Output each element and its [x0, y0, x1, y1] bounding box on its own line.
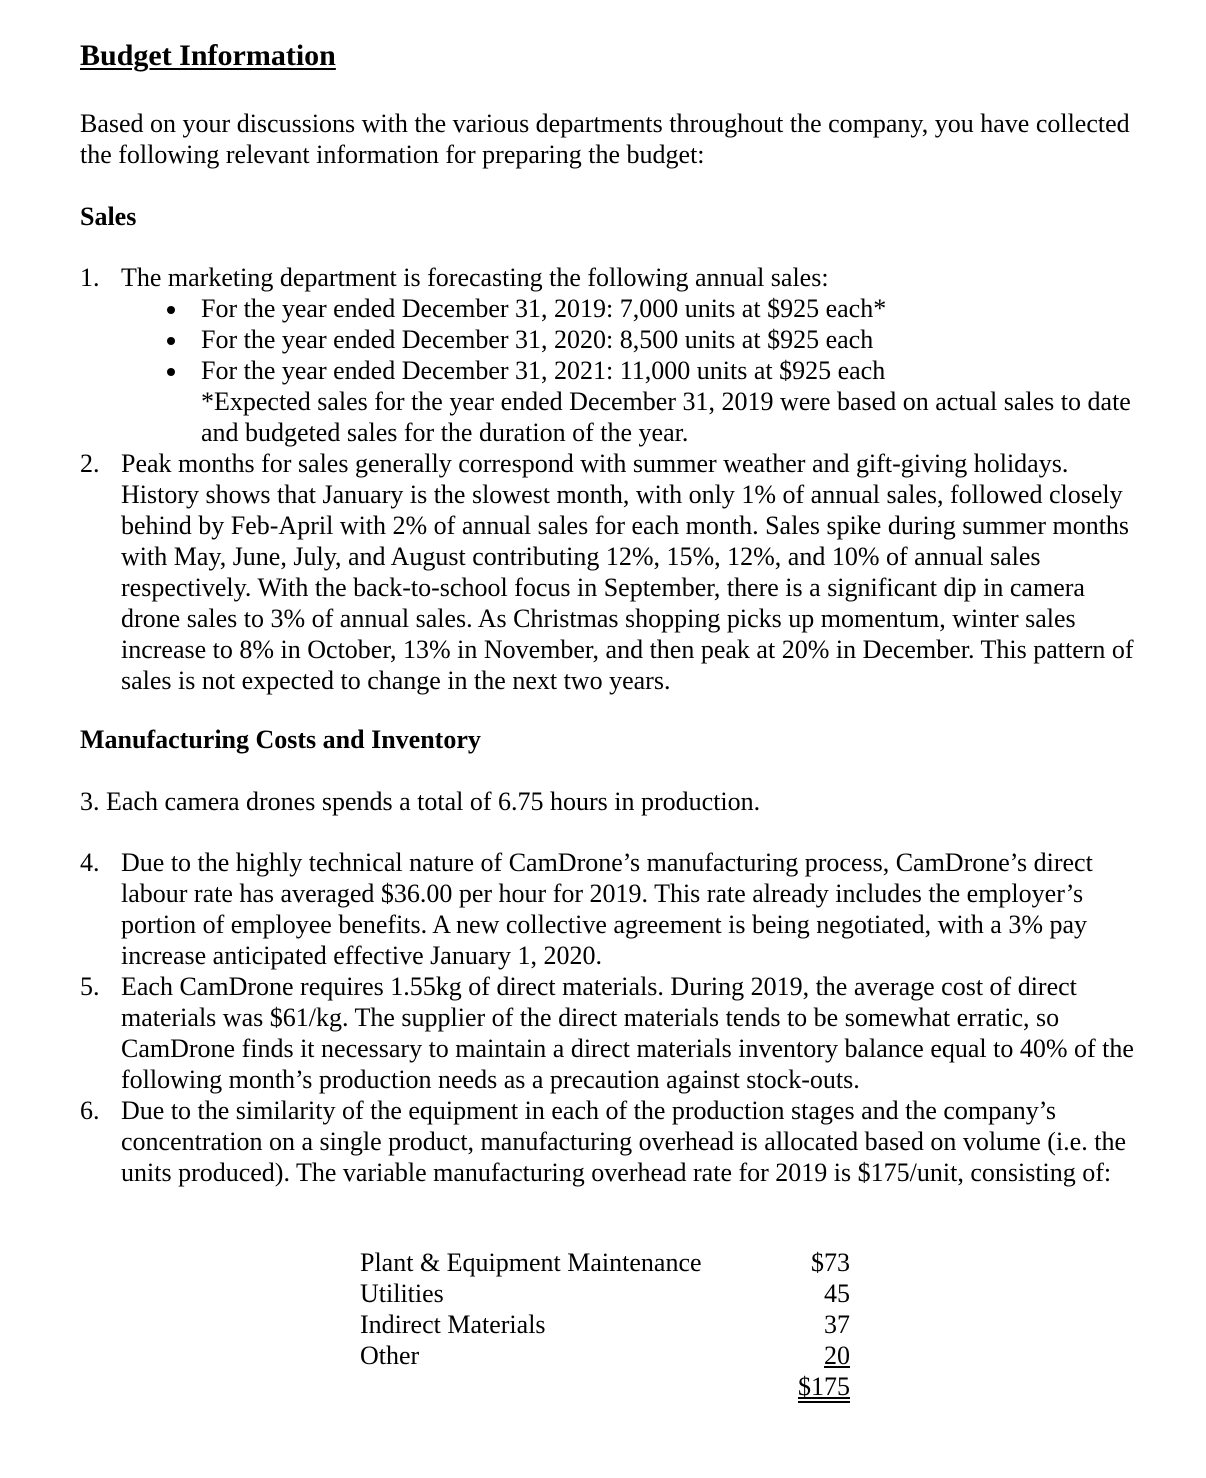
cost-value: $73 [811, 1248, 850, 1277]
cost-value: 37 [824, 1310, 850, 1339]
page-title: Budget Information [80, 39, 336, 72]
sales-heading: Sales [80, 202, 137, 231]
intro-paragraph: Based on your discussions with the various departments throughout the company, you have collected the following relevant information for preparing the budget: [80, 109, 1130, 169]
item-text: Due to the similarity of the equipment in each of the production stages and the company’s concentration on a single product, manufacturing overhead is allocated based on volume (i.e. the units produced). The variable manufacturing overhead rate for 2019 is $175/unit, consisting of: [121, 1096, 1126, 1187]
bullet-text: For the year ended December 31, 2019: 7,000 units at $925 each* [201, 294, 887, 323]
item-text: Peak months for sales generally correspond with summer weather and gift-giving holidays. History shows that January is the slowest month, with only 1% of annual sales, followed closely behind by Feb-April with 2% of annual sales for each month. Sales spike during summer months with May, June, July, and August contributing 12%, 15%, 12%, and 10% of annual sales respectively. With the back-to-school focus in September, there is a significant dip in camera drone sales to 3% of annual sales. As Christmas shopping picks up momentum, winter sales increase to 8% in October, 13% in November, and then peak at 20% in December. This pattern of sales is not expected to change in the next two years. [121, 449, 1134, 695]
cost-label: Indirect Materials [360, 1310, 546, 1339]
item-number: 4. [80, 848, 100, 877]
cost-value: 20 [824, 1341, 850, 1370]
table-row [360, 1247, 850, 1278]
item-number: 5. [80, 972, 100, 1001]
list-item-3: 3. Each camera drones spends a total of 6.75 hours in production. [80, 787, 761, 816]
list-item-1 [80, 262, 1140, 293]
bullet-icon [167, 368, 175, 376]
item-number: 6. [80, 1096, 100, 1125]
manufacturing-heading: Manufacturing Costs and Inventory [80, 725, 481, 754]
cost-total: $175 [798, 1372, 850, 1401]
overhead-cost-table [360, 1247, 850, 1402]
cost-label: Plant & Equipment Maintenance [360, 1248, 702, 1277]
table-row [360, 1340, 850, 1371]
bullet-text: For the year ended December 31, 2020: 8,500 units at $925 each [201, 325, 874, 354]
bullet-icon [167, 306, 175, 314]
item-text: Due to the highly technical nature of CamDrone’s manufacturing process, CamDrone’s direct labour rate has averaged $36.00 per hour for 2019. This rate already includes the employer’s portion of employee benefits. A new collective agreement is being negotiated, with a 3% pay increase anticipated effective January 1, 2020. [121, 848, 1093, 970]
item-text: Each CamDrone requires 1.55kg of direct materials. During 2019, the average cost of direct materials was $61/kg. The supplier of the direct materials tends to be somewhat erratic, so CamDrone finds it necessary to maintain a direct materials inventory balance equal to 40% of the following month’s production needs as a precaution against stock-outs. [121, 972, 1134, 1094]
cost-label: Other [360, 1341, 420, 1370]
bullet-item [160, 324, 1140, 355]
list-item-4 [80, 847, 1140, 971]
list-item-6 [80, 1095, 1140, 1188]
sales-footnote: *Expected sales for the year ended December 31, 2019 were based on actual sales to date and budgeted sales for the duration of the year. [201, 387, 1131, 447]
table-row [360, 1278, 850, 1309]
list-item-2 [80, 448, 1140, 696]
sales-forecast-bullets [160, 293, 1140, 386]
list-item-5 [80, 971, 1140, 1095]
table-row [360, 1309, 850, 1340]
item-text: The marketing department is forecasting the following annual sales: [121, 263, 829, 292]
bullet-icon [167, 337, 175, 345]
bullet-item [160, 355, 1140, 386]
table-total-row [360, 1371, 850, 1402]
item-number: 2. [80, 449, 100, 478]
bullet-item [160, 293, 1140, 324]
cost-value: 45 [824, 1279, 850, 1308]
cost-label: Utilities [360, 1279, 444, 1308]
item-number: 1. [80, 263, 100, 292]
bullet-text: For the year ended December 31, 2021: 11,000 units at $925 each [201, 356, 886, 385]
